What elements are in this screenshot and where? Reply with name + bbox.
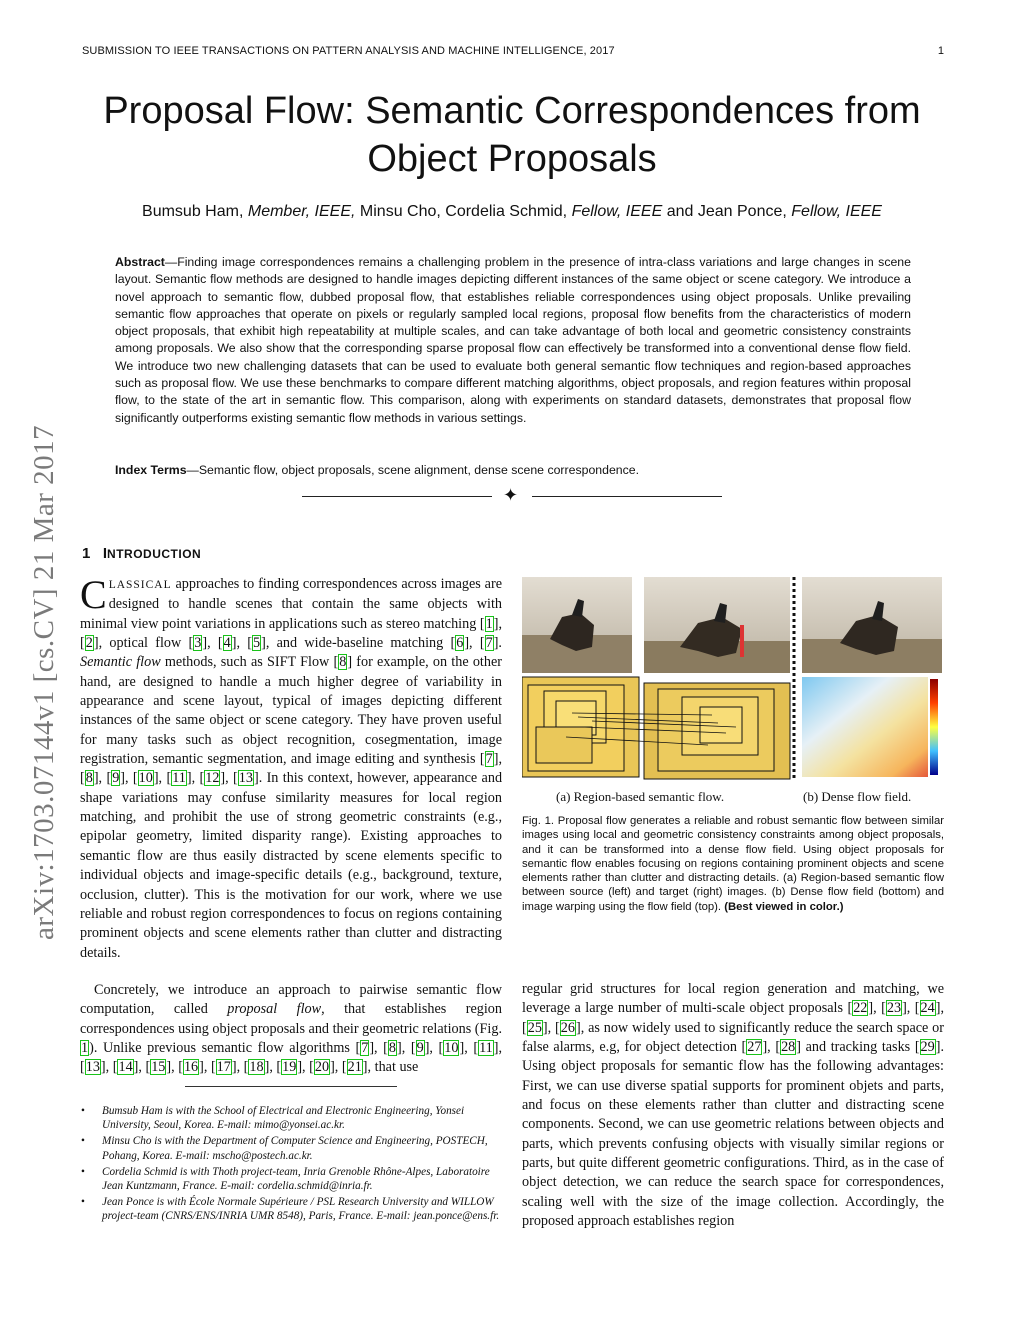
citation-link[interactable]: 7 bbox=[485, 751, 493, 768]
citation-link[interactable]: 9 bbox=[112, 770, 120, 787]
bullet-icon: • bbox=[81, 1105, 85, 1117]
citation-link[interactable]: 17 bbox=[216, 1059, 231, 1076]
paper-title bbox=[60, 87, 964, 183]
bullet-icon: • bbox=[81, 1195, 85, 1208]
figure-1 bbox=[522, 577, 946, 782]
citation-link[interactable]: 11 bbox=[172, 770, 186, 787]
citation-link[interactable]: 13 bbox=[85, 1059, 100, 1076]
text-italic: Semantic flow bbox=[80, 654, 161, 671]
right-column-text: regular grid structures for local region generation and matching, we leverage a large number of multi-scale object proposals [22], [23], [24], [25], [26], as now widely used to significantly reduce the search space or false alarms, e.g, for object detection [27], [28] and tracking tasks [29]. Using object proposals for semantic flow has the following advantages: First, we can use diverse spatial supports for prominent objets and parts, and focus on these elements rather than clutter and distracting scene components. Second, we can use geometric relations between objects and parts, which prevents confusing objects with visually similar regions or parts, but quite different geometric configurations. Third, as in the case of object detection, we can reduce the search space for correspondences, scaling well with the size of the image collection. Accordingly, the proposed approach establishes region bbox=[522, 981, 945, 1230]
text-run: regular grid structures for local region generation and matching, we leverage a large number of multi-scale object proposals bbox=[522, 981, 944, 1017]
title-line-2: Object Proposals bbox=[367, 138, 657, 180]
citation-link[interactable]: 5 bbox=[252, 635, 261, 652]
author-1-role: Member, IEEE, bbox=[247, 203, 356, 220]
text-run: , that establishes region correspondences using object proposals and their geometric relations (Fig. bbox=[80, 1001, 502, 1037]
citation-link[interactable]: 11 bbox=[479, 1040, 493, 1057]
subfigure-caption-b: (b) Dense flow field. bbox=[803, 789, 912, 804]
author-4-role: Fellow, IEEE bbox=[791, 203, 882, 220]
citation-link[interactable]: 1 bbox=[485, 615, 493, 632]
separator-line-left bbox=[302, 496, 492, 497]
author-1: Bumsub Ham, bbox=[142, 203, 244, 220]
text-run: . Using object proposals for semantic flow has the following advantages: First, we can use diverse spatial supports for prominent objets and parts, and focus on these elements rather than clutter and distracting scene components. Second, we can use geometric relations between objects and parts, which prevents confusing objects with visually similar regions or parts, but quite different geometric configurations. Third, as in the case of object detection, we can reduce the search space for correspondences, scaling well with the size of the image collection. Accordingly, the proposed approach establishes region bbox=[522, 1039, 945, 1230]
figure-caption-label: Fig. 1. bbox=[522, 815, 555, 827]
separator-line-right bbox=[532, 496, 722, 497]
separator-diamond-icon: ✦ bbox=[503, 485, 519, 505]
section-number: 1 bbox=[82, 545, 91, 562]
citation-link[interactable]: 14 bbox=[118, 1059, 133, 1076]
text-run: , that use bbox=[367, 1059, 419, 1076]
citation-link[interactable]: 22 bbox=[853, 1000, 868, 1017]
footnote-text: Bumsub Ham is with the School of Electrical and Electronic Engineering, Yonsei University, Seoul, Korea. E-mail: mimo@yonsei.ac.kr. bbox=[102, 1105, 465, 1132]
footnote-text: Cordelia Schmid is with Thoth project-team, Inria Grenoble Rhône-Alpes, Laboratoire Jean Kuntzmann, France. E-mail: cordelia.schmid@inria.fr. bbox=[102, 1165, 490, 1193]
author-3-role: Fellow, IEEE bbox=[571, 203, 663, 220]
footnote-text: Jean Ponce is with École Normale Supérieure / PSL Research University and WILLOW project-team (CNRS/ENS/INRIA UMR 8548), Paris, France. E-mail: jean.ponce@ens.fr. bbox=[102, 1195, 500, 1223]
citation-link[interactable]: 20 bbox=[314, 1059, 330, 1076]
text-run: . bbox=[498, 635, 502, 652]
citation-link[interactable]: 18 bbox=[249, 1059, 264, 1076]
section-title-first-letter: I bbox=[102, 545, 108, 562]
citation-link[interactable]: 13 bbox=[238, 770, 253, 787]
bullet-icon: • bbox=[81, 1165, 85, 1178]
citation-link[interactable]: 9 bbox=[416, 1040, 424, 1057]
footnote-item bbox=[80, 1104, 502, 1133]
lead-smallcaps: LASSICAL bbox=[108, 579, 172, 591]
section-title-rest: NTRODUCTION bbox=[107, 547, 202, 561]
citation-link[interactable]: 7 bbox=[361, 1040, 369, 1057]
citation-link[interactable]: 8 bbox=[339, 654, 347, 671]
text-run: Concretely, we introduce an approach to pairwise semantic flow computation, called bbox=[80, 982, 502, 1018]
footnotes bbox=[80, 1104, 502, 1225]
text-run: approaches to finding correspondences across images are designed to handle scenes that contain the same objects with minimal view point variations in applications such as stereo matching bbox=[80, 576, 502, 632]
citation-link[interactable]: 8 bbox=[85, 770, 93, 787]
figure-caption-bold: (Best viewed in color.) bbox=[724, 900, 844, 913]
footnote-item bbox=[80, 1165, 502, 1194]
jump-pole bbox=[740, 625, 744, 657]
citation-link[interactable]: 27 bbox=[747, 1039, 762, 1056]
citation-link[interactable]: 4 bbox=[223, 635, 231, 652]
citation-link[interactable]: 19 bbox=[282, 1059, 297, 1076]
citation-link[interactable]: 15 bbox=[151, 1059, 166, 1076]
figure-caption bbox=[522, 814, 944, 914]
text-run: , optical flow bbox=[98, 635, 189, 652]
citation-link[interactable]: 6 bbox=[456, 635, 464, 652]
warped-photo bbox=[802, 577, 942, 673]
footnote-item bbox=[80, 1195, 502, 1224]
citation-link[interactable]: 25 bbox=[527, 1019, 542, 1036]
target-photo bbox=[644, 577, 790, 673]
running-head: SUBMISSION TO IEEE TRANSACTIONS ON PATTERN ANALYSIS AND MACHINE INTELLIGENCE, 2017 bbox=[82, 45, 615, 57]
page-number: 1 bbox=[937, 45, 944, 57]
intro-paragraph-2: Concretely, we introduce an approach to pairwise semantic flow computation, called proposal flow, that establishes region correspondences using object proposals and their geometric relations (Fig. 1). Unlike previous semantic flow algorithms [7], [8], [9], [10], [11], [13], [14], [15], [16], [17], [18], [19], [20], [21], that use bbox=[80, 982, 503, 1076]
citation-link[interactable]: 28 bbox=[781, 1039, 796, 1056]
index-terms-label: Index Terms bbox=[115, 463, 187, 477]
bullet-icon: • bbox=[81, 1135, 85, 1148]
abstract-label: Abstract bbox=[115, 255, 165, 269]
author-2-3: Minsu Cho, Cordelia Schmid, bbox=[359, 203, 568, 220]
citation-link[interactable]: 8 bbox=[388, 1040, 396, 1057]
citation-link[interactable]: 10 bbox=[138, 770, 153, 787]
arxiv-stamp: arXiv:1703.07144v1 [cs.CV] 21 Mar 2017 bbox=[28, 424, 60, 940]
citation-link[interactable]: 16 bbox=[183, 1059, 199, 1076]
text-run: methods, such as SIFT Flow bbox=[160, 654, 334, 671]
citation-link[interactable]: 21 bbox=[347, 1059, 362, 1076]
footnote-rule bbox=[185, 1086, 397, 1087]
citation-link[interactable]: 10 bbox=[444, 1040, 459, 1057]
subfigure-caption-a: (a) Region-based semantic flow. bbox=[556, 789, 725, 804]
author-4: and Jean Ponce, bbox=[666, 203, 787, 220]
citation-link[interactable]: 2 bbox=[85, 635, 93, 652]
drop-cap: C bbox=[80, 572, 107, 617]
text-run: . In this context, however, appearance and shape variations may confuse similarity measures for local region matching, and prohibit the use of strong geometric constraints (e.g., epipolar geometry, limited disparity range). Existing approaches to semantic flow are thus easily distracted by scene elements specific to individual objects and image-specific details (e.g., background, texture, occlusion, clutter). This is the motivation for our work, where we use reliable and robust region correspondences to focus on regions containing prominent objects and scene elements rather than clutter and distracting details. bbox=[80, 770, 503, 961]
text-italic: proposal flow bbox=[227, 1001, 322, 1018]
section-heading bbox=[82, 545, 201, 562]
citation-link[interactable]: 12 bbox=[205, 770, 220, 787]
citation-link[interactable]: 3 bbox=[194, 635, 202, 652]
source-proposals bbox=[522, 677, 639, 777]
dense-flow-field bbox=[802, 677, 928, 777]
citation-link[interactable]: 7 bbox=[485, 635, 493, 652]
text-run: , as now widely used to significantly reduce the search space or false alarms, e.g, for object detection bbox=[522, 1019, 944, 1056]
figure-caption-text: Proposal flow generates a reliable and robust semantic flow between similar images using local and geometric consistency constraints among object proposals, and it can be transformed into a dense flow field. Using object proposals for semantic flow enables focusing on regions containing prominent objects and scene elements rather than clutter and distracting details. (a) Region-based semantic flow between source (left) and target (right) images. (b) Dense flow field (bottom) and image warping using the flow field (top). bbox=[522, 815, 944, 913]
index-terms-text: —Semantic flow, object proposals, scene alignment, dense scene correspondence. bbox=[186, 463, 640, 477]
intro-paragraph-1: CLASSICAL approaches to finding correspondences across images are designed to handle scenes that contain the same objects with minimal view point variations in applications such as stereo matching [1], [2], optical flow [3], [4], [5], and wide-baseline matching [6], [7]. Semantic flow methods, such as SIFT Flow [8] for example, on the other hand, are designed to handle a much higher degree of variability in appearance and scene layout, typical of images depicting different instances of the same object or scene category. They have proven useful for many tasks such as object recognition, cosegmentation, image registration, semantic segmentation, and image editing and synthesis [7], [8], [9], [10], [11], [12], [13]. In this context, however, appearance and shape variations may confuse similarity measures for local region matching, and prohibit the use of strong geometric constraints (e.g., epipolar geometry, limited disparity range). Existing approaches to semantic flow are thus easily distracted by scene elements specific to individual objects and image-specific details (e.g., background, texture, occlusion, clutter). This is the motivation for our work, where we use reliable and robust region correspondences to focus on regions containing prominent objects and scene elements rather than clutter and distracting details. bbox=[80, 572, 503, 961]
abstract-text: —Finding image correspondences remains a challenging problem in the presence of intra-class variations and large changes in scene layout. Semantic flow methods are designed to handle images depicting different instances of the same object or scene category. We introduce a novel approach to semantic flow, dubbed proposal flow, that establishes reliable correspondences using object proposals. Unlike prevailing semantic flow approaches that operate on pixels or regularly sampled local regions, proposal flow benefits from the characteristics of modern object proposals, that exhibit high repeatability at multiple scales, and can take advantage of both local and geometric consistency constraints among proposals. We also show that the corresponding sparse proposal flow can effectively be transformed into a conventional dense flow field. We introduce two new challenging datasets that can be used to evaluate both general semantic flow techniques and region-based approaches such as proposal flow. We use these benchmarks to compare different matching algorithms, object proposals, and region features within proposal flow, to the state of the art in semantic flow. This comparison, along with experiments on standard datasets, demonstrates that proposal flow significantly outperforms existing semantic flow methods in various settings. bbox=[115, 255, 911, 425]
abstract bbox=[115, 254, 911, 427]
text-run: ). Unlike previous semantic flow algorithms bbox=[89, 1040, 356, 1057]
title-line-1: Proposal Flow: Semantic Correspondences from bbox=[103, 90, 921, 132]
text-run: and tracking tasks bbox=[801, 1039, 915, 1056]
text-run: , and wide-baseline matching bbox=[265, 635, 451, 652]
citation-link[interactable]: 26 bbox=[560, 1019, 575, 1036]
citation-link[interactable]: 24 bbox=[920, 1000, 935, 1017]
source-photo bbox=[522, 577, 632, 673]
author-list bbox=[60, 203, 964, 221]
footnote-text: Minsu Cho is with the Department of Computer Science and Engineering, POSTECH, Pohang, Korea. E-mail: mscho@postech.ac.kr. bbox=[102, 1135, 488, 1162]
footnote-item bbox=[80, 1134, 502, 1163]
index-terms bbox=[115, 463, 911, 477]
text-run: for example, on the other hand, are designed to handle a much higher degree of variability in appearance and scene layout, typical of images depicting different instances of the same object or scene category. They have proven useful for many tasks such as object recognition, cosegmentation, image registration, semantic segmentation, and image editing and synthesis bbox=[80, 654, 502, 768]
citation-link[interactable]: 23 bbox=[886, 1000, 902, 1017]
figure-link[interactable]: 1 bbox=[81, 1040, 89, 1057]
target-proposals bbox=[644, 683, 790, 779]
citation-link[interactable]: 29 bbox=[920, 1039, 935, 1056]
flow-colorbar bbox=[930, 679, 938, 775]
